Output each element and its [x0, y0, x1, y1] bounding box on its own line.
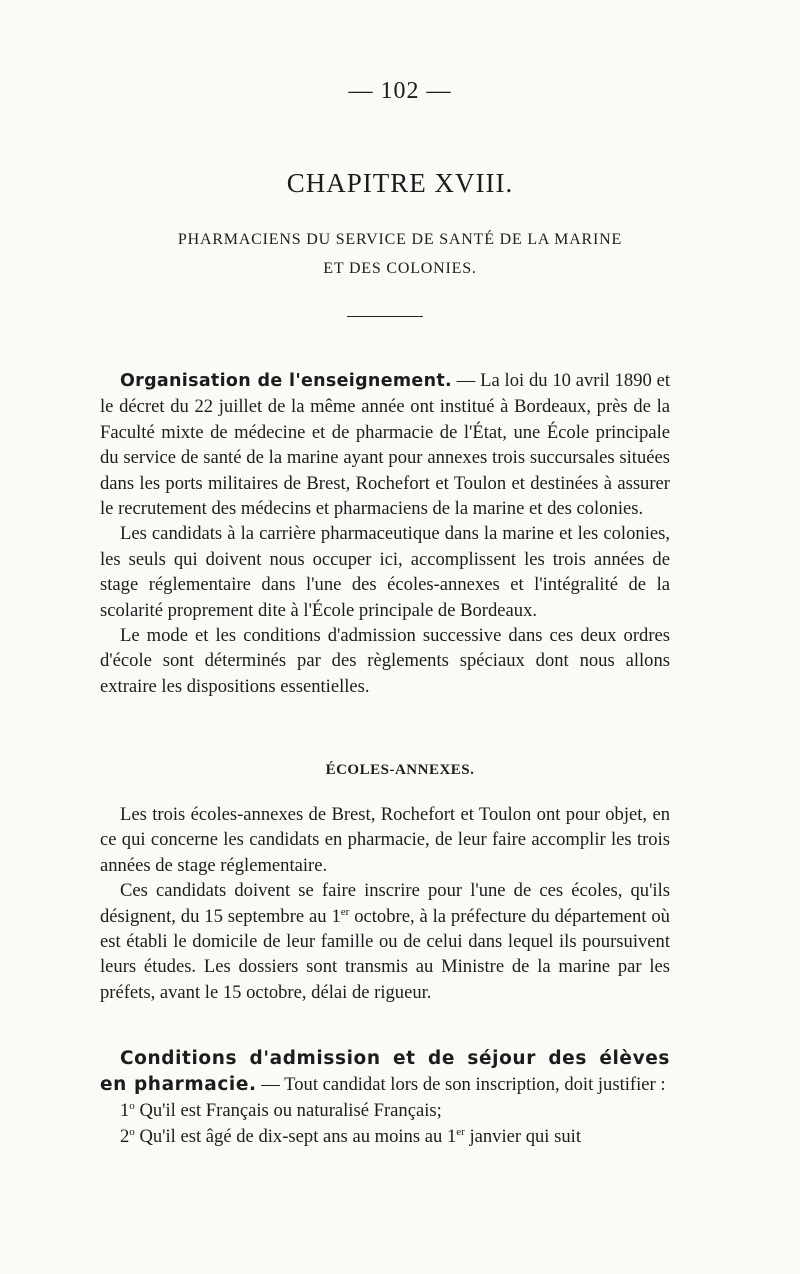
- chapter-subtitle-line1: PHARMACIENS DU SERVICE DE SANTÉ DE LA MARINE: [177, 231, 623, 248]
- list-item: [100, 1124, 670, 1150]
- superscript: o: [129, 1125, 135, 1138]
- section-title-ecoles-annexes: ÉCOLES-ANNEXES.: [325, 762, 475, 778]
- paragraph: Les trois écoles-annexes de Brest, Rochefort et Toulon ont pour objet, en ce qui concerne les candidats en pharmacie, de leur faire accomplir les trois années de stage réglementaire.: [100, 804, 670, 876]
- section-ecoles-annexes: [100, 802, 670, 1005]
- paragraph: [100, 368, 670, 521]
- paragraph-text: — Tout candidat lors de son inscription, doit justifier :: [256, 1074, 666, 1095]
- paragraph: [100, 878, 670, 1005]
- list-item: [100, 1098, 670, 1124]
- item-number: 1: [120, 1100, 130, 1121]
- section-organisation: [100, 368, 670, 699]
- section-conditions: [100, 1046, 670, 1150]
- item-text: Qu'il est Français ou naturalisé Français;: [134, 1100, 442, 1121]
- paragraph-text: octobre, à la préfecture du département où est établi le domicile de leur famille ou de celui dans lequel ils poursuivent leurs études. Les dossiers sont transmis au Ministre de la marine par les préfets, avant le 15 octobre, délai de rigueur.: [100, 905, 670, 1003]
- paragraph: Les candidats à la carrière pharmaceutique dans la marine et les colonies, les seuls qui doivent nous occuper ici, accomplissent les trois années de stage réglementaire dans l'une des écoles-annexes et l'intégralité de la scolarité proprement dite à l'École principale de Bordeaux.: [100, 523, 670, 621]
- page-number: — 102 —: [348, 78, 452, 104]
- paragraph-text: Ces candidats doivent se faire inscrire pour l'une de ces écoles, qu'ils désignent, du 15 septembre au 1: [100, 880, 670, 927]
- paragraph-text: — La loi du 10 avril 1890 et le décret du 22 juillet de la même année ont institué à Bordeaux, près de la Faculté mixte de médecine et de pharmacie de l'État, une École principale du service de santé de la marine ayant pour annexes trois succursales situées dans les ports militaires de Brest, Rochefort et Toulon et destinées à assurer le recrutement des médecins et pharmaciens de la marine et des colonies.: [100, 370, 671, 520]
- superscript: o: [129, 1099, 135, 1112]
- chapter-title: CHAPITRE XVIII.: [286, 168, 514, 198]
- superscript: er: [340, 905, 350, 918]
- superscript: er: [456, 1125, 465, 1138]
- section-heading: Organisation de l'enseignement.: [120, 371, 452, 391]
- item-text: Qu'il est âgé de dix-sept ans au moins au 1: [134, 1126, 457, 1147]
- paragraph: Le mode et les conditions d'admission successive dans ces deux ordres d'école sont déterminés par des règlements spéciaux dont nous allons extraire les dispositions essentielles.: [100, 625, 670, 697]
- item-number: 2: [120, 1126, 130, 1147]
- section-heading: Conditions d'admission et de séjour des élèves en pharmacie.: [100, 1048, 670, 1095]
- separator-rule: [347, 316, 423, 317]
- paragraph: [100, 1046, 670, 1098]
- chapter-subtitle-line2: ET DES COLONIES.: [323, 260, 477, 277]
- item-text: janvier qui suit: [464, 1126, 581, 1147]
